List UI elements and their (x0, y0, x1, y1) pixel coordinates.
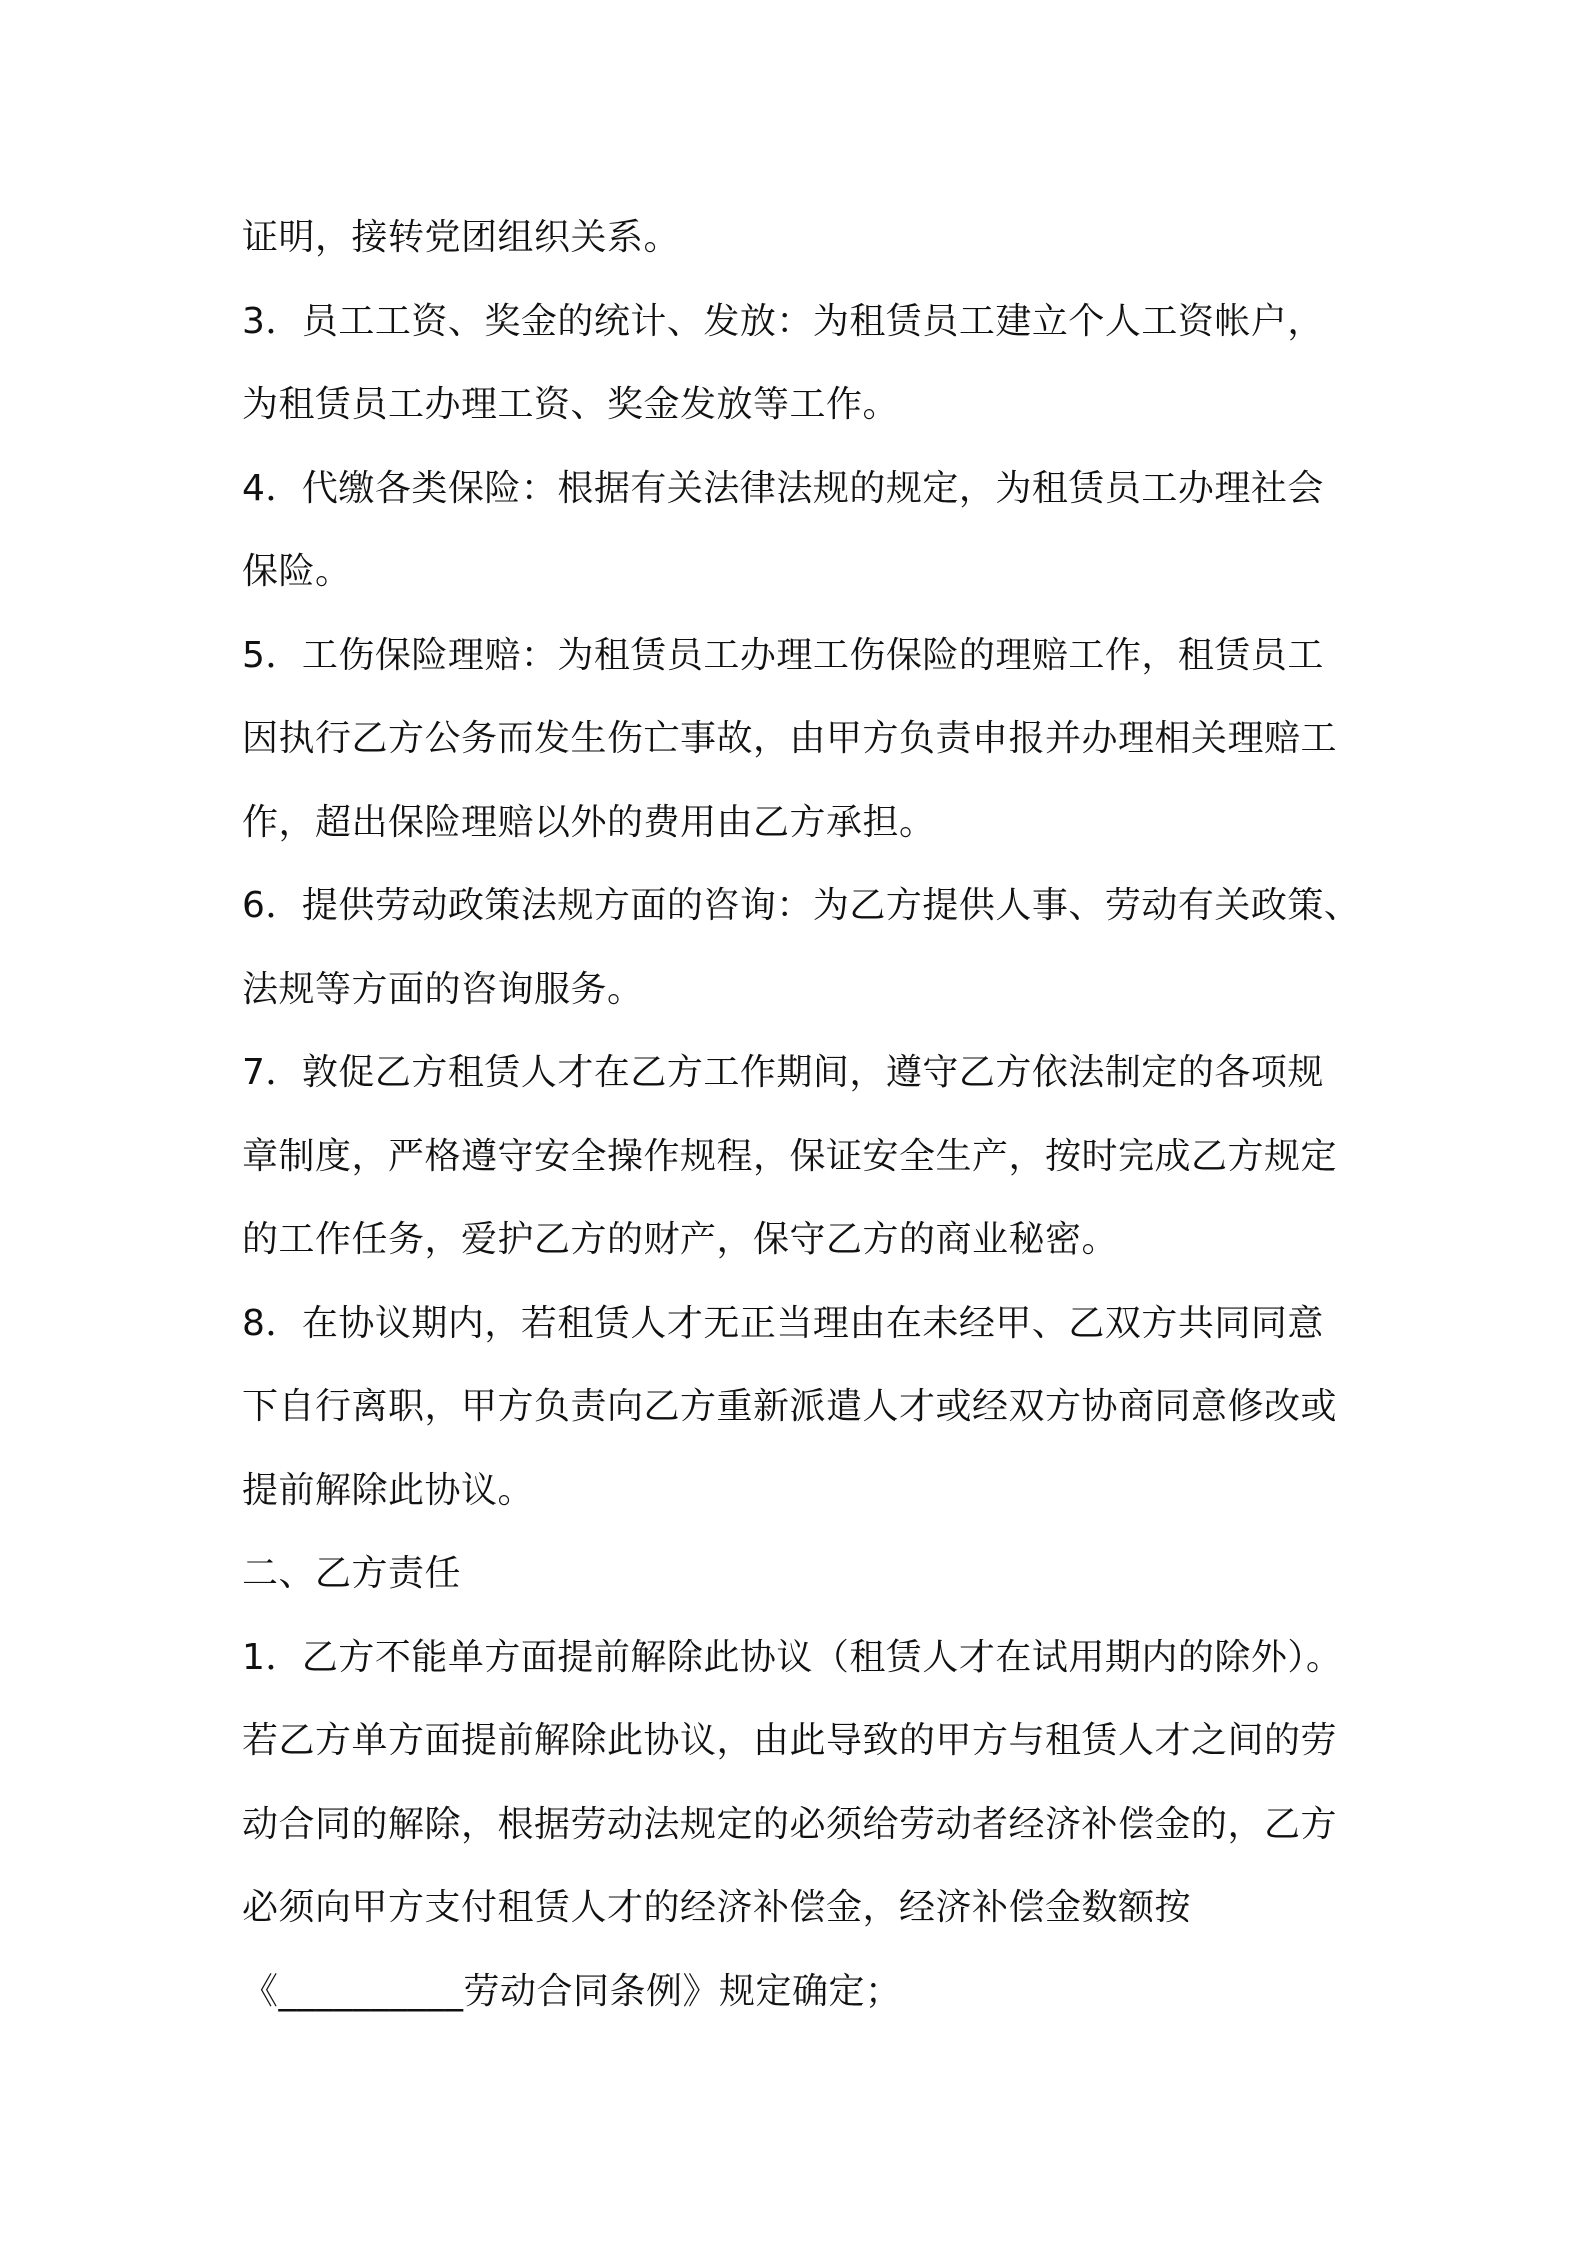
text-line: 章制度，严格遵守安全操作规程，保证安全生产，按时完成乙方规定 (242, 1135, 1338, 1177)
text-line: 1．乙方不能单方面提前解除此协议（租赁人才在试用期内的除外）。 (242, 1636, 1343, 1678)
text-line: 法规等方面的咨询服务。 (242, 968, 644, 1010)
text-line: 6．提供劳动政策法规方面的咨询：为乙方提供人事、劳动有关政策、 (242, 885, 1361, 926)
text-line: 3．员工工资、奖金的统计、发放：为租赁员工建立个人工资帐户， (242, 300, 1324, 342)
text-line: 因执行乙方公务而发生伤亡事故，由甲方负责申报并办理相关理赔工 (242, 718, 1338, 759)
text-line: 7．敦促乙方租赁人才在乙方工作期间，遵守乙方依法制定的各项规 (242, 1052, 1324, 1093)
text-line: 提前解除此协议。 (242, 1469, 535, 1511)
text-line: 下自行离职，甲方负责向乙方重新派遣人才或经双方协商同意修改或 (242, 1386, 1338, 1427)
text-line: 必须向甲方支付租赁人才的经济补偿金，经济补偿金数额按 (242, 1887, 1192, 1928)
section-heading: 二、乙方责任 (242, 1553, 462, 1594)
text-line: 动合同的解除，根据劳动法规定的必须给劳动者经济补偿金的，乙方 (242, 1803, 1338, 1845)
text-line: 的工作任务，爱护乙方的财产，保守乙方的商业秘密。 (242, 1219, 1119, 1260)
text-line: 8．在协议期内，若租赁人才无正当理由在未经甲、乙双方共同同意 (242, 1302, 1324, 1344)
text-line: 5．工伤保险理赔：为租赁员工办理工伤保险的理赔工作，租赁员工 (242, 634, 1324, 676)
text-line: 作，超出保险理赔以外的费用由乙方承担。 (242, 801, 936, 843)
text-line: 4．代缴各类保险：根据有关法律法规的规定，为租赁员工办理社会 (242, 467, 1324, 509)
text-line: 保险。 (242, 551, 352, 592)
document-body (242, 196, 1372, 2033)
text-line: 若乙方单方面提前解除此协议，由此导致的甲方与租赁人才之间的劳 (242, 1720, 1338, 1761)
text-line: 《__________劳动合同条例》规定确定； (242, 1970, 902, 2012)
text-line: 为租赁员工办理工资、奖金发放等工作。 (242, 384, 900, 425)
text-line: 证明，接转党团组织关系。 (242, 217, 681, 258)
